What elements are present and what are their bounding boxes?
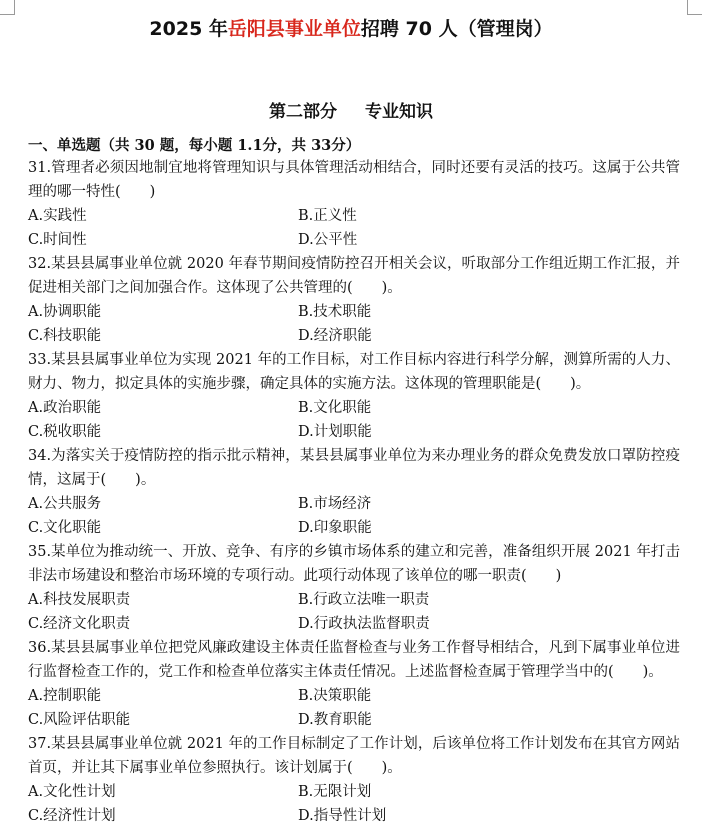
option-row [28, 300, 680, 324]
option-row [28, 492, 680, 516]
option-a: A.政治职能 [28, 400, 102, 416]
part-name: 专业知识 [365, 102, 433, 122]
option-row [28, 204, 680, 228]
option-d: D.印象职能 [298, 520, 372, 536]
option-d: D.公平性 [298, 232, 358, 248]
option-row [28, 708, 680, 732]
question-32 [28, 252, 680, 348]
option-d: D.行政执法监督职责 [298, 616, 430, 632]
option-b: B.正义性 [298, 208, 357, 224]
question-stem: 35.某单位为推动统一、开放、竞争、有序的乡镇市场体系的建立和完善，准备组织开展 2021 年打击非法市场建设和整治市场环境的专项行动。此项行动体现了该单位的哪一职责( ) [28, 544, 680, 584]
option-row [28, 228, 680, 252]
option-c: C.税收职能 [28, 424, 102, 440]
option-c: C.科技职能 [28, 328, 102, 344]
option-row [28, 324, 680, 348]
option-row [28, 612, 680, 636]
option-row [28, 804, 680, 828]
option-b: B.无限计划 [298, 784, 372, 800]
option-row [28, 420, 680, 444]
option-c: C.时间性 [28, 232, 87, 248]
option-a: A.控制职能 [28, 688, 102, 704]
question-stem: 33.某县县属事业单位为实现 2021 年的工作目标，对工作目标内容进行科学分解，测算所需的人力、财力、物力，拟定具体的实施步骤，确定具体的实施方法。这体现的管理职能是( )。 [28, 352, 680, 392]
question-list [28, 156, 680, 828]
question-31 [28, 156, 680, 252]
question-stem: 36.某县县属事业单位把党风廉政建设主体责任监督检查与业务工作督导相结合，凡到下属事业单位进行监督检查工作的，党工作和检查单位落实主体责任情况。上述监督检查属于管理学当中的( )。 [28, 640, 680, 680]
question-36 [28, 636, 680, 732]
option-row [28, 684, 680, 708]
option-a: A.协调职能 [28, 304, 102, 320]
option-b: B.行政立法唯一职责 [298, 592, 430, 608]
option-row [28, 396, 680, 420]
option-c: C.风险评估职能 [28, 712, 131, 728]
option-d: D.指导性计划 [298, 808, 387, 824]
option-d: D.计划职能 [298, 424, 372, 440]
question-stem: 37.某县县属事业单位就 2021 年的工作目标制定了工作计划，后该单位将工作计划发布在其官方网站首页，并让其下属事业单位参照执行。该计划属于( )。 [28, 736, 680, 776]
option-c: C.经济文化职责 [28, 616, 131, 632]
question-35 [28, 540, 680, 636]
question-stem: 34.为落实关于疫情防控的指示批示精神，某县县属事业单位为来办理业务的群众免费发放口罩防控疫情，这属于( )。 [28, 448, 680, 488]
document-title [0, 14, 702, 41]
page-corner-mark-left [0, 0, 15, 15]
question-stem: 31.管理者必须因地制宜地将管理知识与具体管理活动相结合，同时还要有灵活的技巧。这属于公共管理的哪一特性( ) [28, 160, 680, 200]
option-b: B.决策职能 [298, 688, 372, 704]
title-highlight: 岳阳县事业单位 [227, 18, 361, 40]
option-b: B.技术职能 [298, 304, 372, 320]
option-c: C.文化职能 [28, 520, 102, 536]
option-d: D.经济职能 [298, 328, 372, 344]
part-title [0, 97, 702, 122]
option-c: C.经济性计划 [28, 808, 116, 824]
question-33 [28, 348, 680, 444]
option-row [28, 588, 680, 612]
option-row [28, 780, 680, 804]
option-a: A.文化性计划 [28, 784, 116, 800]
page-corner-mark-right [687, 0, 702, 15]
question-34 [28, 444, 680, 540]
question-stem: 32.某县县属事业单位就 2020 年春节期间疫情防控召开相关会议，听取部分工作组近期工作汇报，并促进相关部门之间加强合作。这体现了公共管理的( )。 [28, 256, 680, 296]
option-a: A.科技发展职责 [28, 592, 131, 608]
option-row [28, 516, 680, 540]
option-b: B.市场经济 [298, 496, 372, 512]
option-b: B.文化职能 [298, 400, 372, 416]
option-d: D.教育职能 [298, 712, 372, 728]
option-a: A.公共服务 [28, 496, 102, 512]
section-heading: 一、单选题（共 30 题，每小题 1.1分，共 33分） [28, 137, 361, 154]
question-37 [28, 732, 680, 828]
title-suffix: 招聘 70 人（管理岗） [360, 18, 553, 40]
part-label: 第二部分 [269, 102, 337, 122]
title-prefix: 2025 年 [149, 18, 228, 40]
option-a: A.实践性 [28, 208, 87, 224]
